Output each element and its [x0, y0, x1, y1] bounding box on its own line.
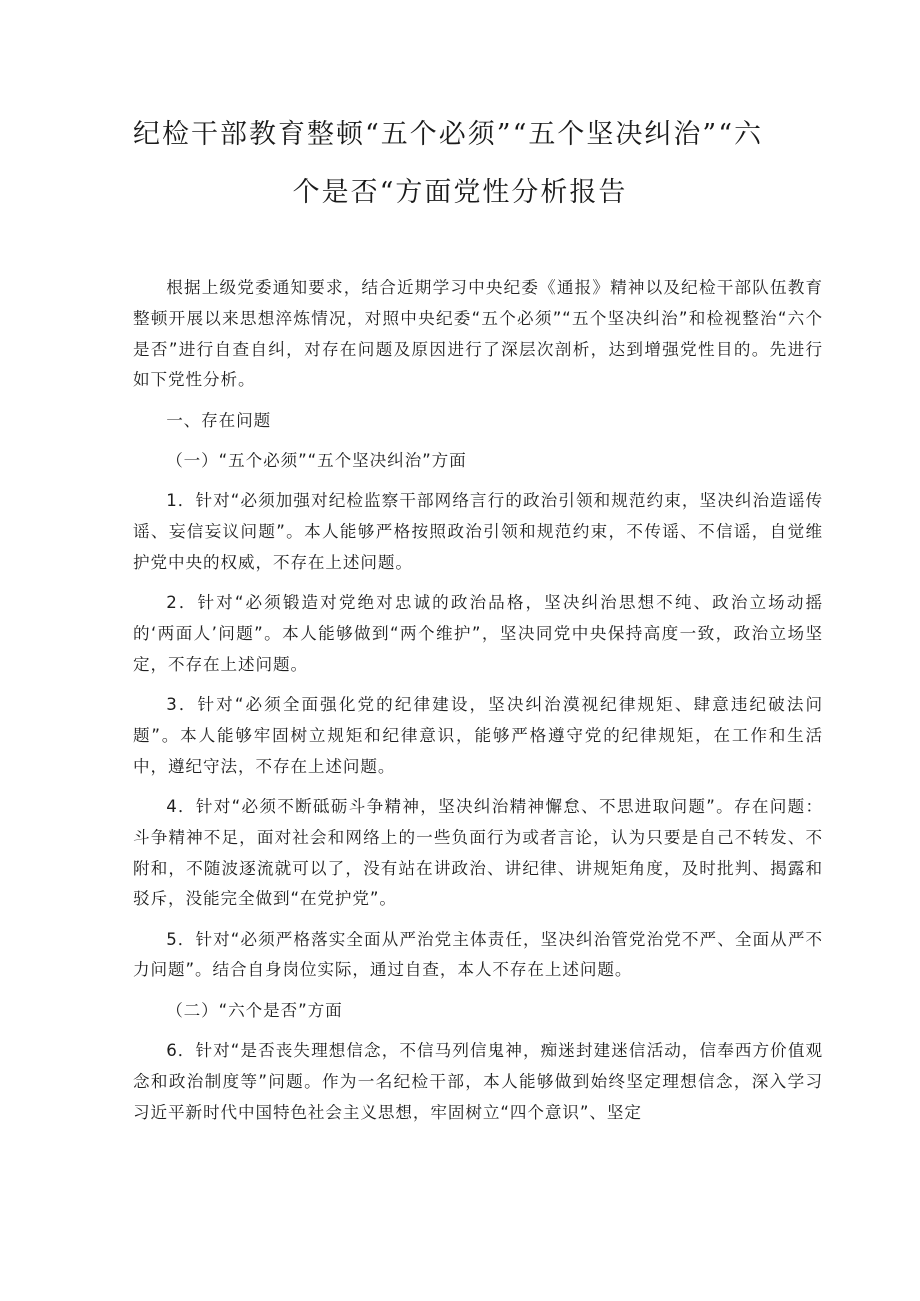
item-paragraph-4: 4．针对“必须不断砥砺斗争精神，坚决纠治精神懈怠、不思进取问题”。存在问题：斗争精神不足，面对社会和网络上的一些负面行为或者言论，认为只要是自己不转发、不附和，不随波逐流就可以了，没有站在讲政治、讲纪律、讲规矩角度，及时批判、揭露和驳斥，没能完全做到“在党护党”。	[133, 796, 823, 909]
document-title-line-2: 个是否“方面党性分析报告	[292, 177, 628, 208]
item-paragraph-3: 3．针对“必须全面强化党的纪律建设，坚决纠治漠视纪律规矩、肆意违纪破法问题”。本人能够牢固树立规矩和纪律意识，能够严格遵守党的纪律规矩，在工作和生活中，遵纪守法，不存在上述问题。	[133, 695, 823, 776]
item-paragraph-6: 6．针对“是否丧失理想信念，不信马列信鬼神，痴迷封建迷信活动，信奉西方价值观念和政治制度等”问题。作为一名纪检干部，本人能够做到始终坚定理想信念，深入学习习近平新时代中国特色社会主义思想，牢固树立“四个意识”、坚定	[133, 1041, 823, 1122]
item-paragraph-5: 5．针对“必须严格落实全面从严治党主体责任，坚决纠治管党治党不严、全面从严不力问题”。结合自身岗位实际，通过自查，本人不存在上述问题。	[133, 929, 823, 980]
document-title-line-1: 纪检干部教育整顿“五个必须”“五个坚决纠治”“六	[133, 119, 764, 150]
section-heading-problems: 一、存在问题	[166, 410, 272, 430]
intro-paragraph: 根据上级党委通知要求，结合近期学习中央纪委《通报》精神以及纪检干部队伍教育整顿开展以来思想淬炼情况，对照中央纪委“五个必须”“五个坚决纠治”和检视整治“六个是否”进行自查自纠，对存在问题及原因进行了深层次剖析，达到增强党性目的。先进行如下党性分析。	[133, 278, 823, 390]
subsection-heading-2: （二）“六个是否”方面	[166, 1000, 343, 1020]
subsection-heading-1: （一）“五个必须”“五个坚决纠治”方面	[166, 450, 467, 470]
item-paragraph-1: 1．针对“必须加强对纪检监察干部网络言行的政治引领和规范约束，坚决纠治造谣传谣、妄信妄议问题”。本人能够严格按照政治引领和规范约束，不传谣、不信谣，自觉维护党中央的权威，不存在上述问题。	[133, 491, 823, 572]
document-body	[133, 273, 823, 1138]
item-paragraph-2: 2．针对“必须锻造对党绝对忠诚的政治品格，坚决纠治思想不纯、政治立场动摇的‘两面人’问题”。本人能够做到“两个维护”，坚决同党中央保持高度一致，政治立场坚定，不存在上述问题。	[133, 593, 823, 674]
